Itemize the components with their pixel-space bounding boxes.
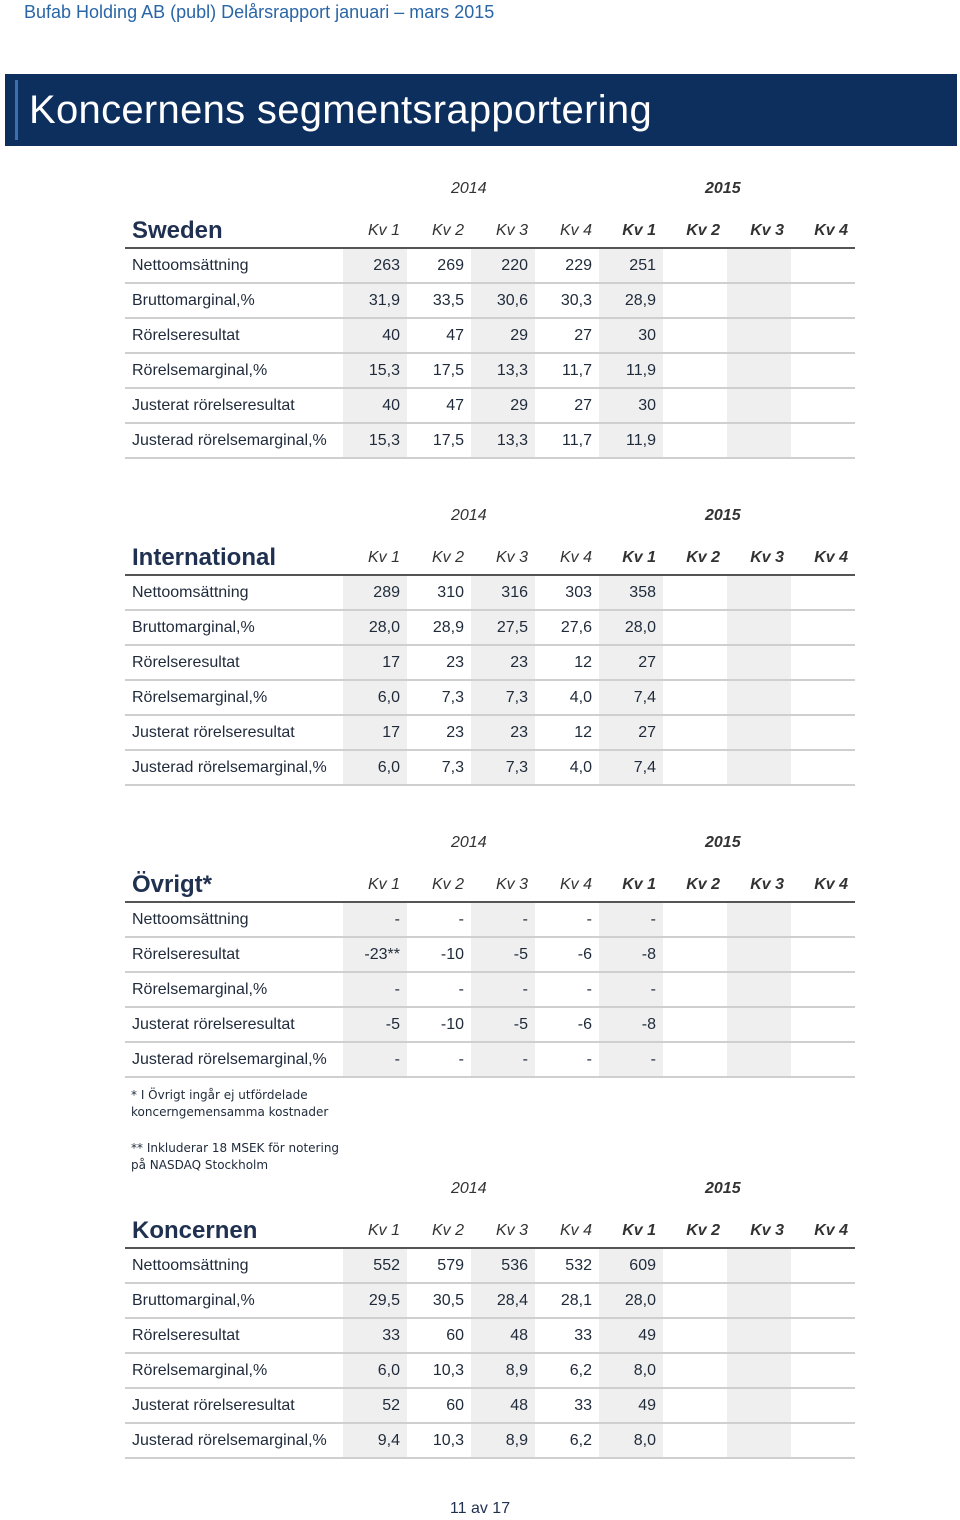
- quarter-header: Kv 2: [686, 875, 720, 893]
- value-cell: [791, 353, 855, 388]
- segment-block: [125, 507, 850, 786]
- year-header-row: [125, 507, 850, 541]
- value-cell: 9,4: [343, 1423, 407, 1458]
- value-cell: -6: [577, 1015, 592, 1033]
- value-cell: 30,3: [560, 291, 592, 309]
- value-cell: 536: [471, 1248, 535, 1283]
- row-label: Justerad rörelsemarginal,%: [132, 431, 327, 449]
- quarter-header: Kv 3: [495, 221, 528, 239]
- value-cell: 28,4: [471, 1283, 535, 1318]
- row-label: Rörelseresultat: [132, 653, 240, 671]
- value-cell: [727, 902, 791, 937]
- value-cell: 12: [574, 723, 592, 741]
- value-cell: [791, 715, 855, 750]
- value-cell: [791, 645, 855, 680]
- value-cell: 29: [471, 388, 535, 423]
- value-cell: 33: [574, 1396, 592, 1414]
- value-cell: -: [343, 902, 407, 937]
- row-label: Nettoomsättning: [132, 910, 249, 928]
- value-cell: [791, 937, 855, 972]
- value-cell: 6,0: [343, 1353, 407, 1388]
- table-row: [125, 1388, 855, 1423]
- quarter-header: Kv 4: [814, 221, 848, 239]
- value-cell: [791, 1042, 855, 1077]
- value-cell: 7,4: [599, 750, 663, 785]
- value-cell: 23: [446, 723, 464, 741]
- table-row: [125, 575, 855, 610]
- value-cell: 40: [343, 388, 407, 423]
- value-cell: [663, 1007, 727, 1042]
- value-cell: 28,0: [599, 1283, 663, 1318]
- table-row: [125, 680, 855, 715]
- quarter-header: Kv 3: [495, 1221, 528, 1239]
- year-header-row: [125, 834, 850, 868]
- value-cell: 7,3: [441, 758, 464, 776]
- value-cell: [663, 680, 727, 715]
- value-cell: -: [586, 980, 592, 998]
- table-row: [125, 1283, 855, 1318]
- value-cell: 17: [343, 715, 407, 750]
- value-cell: 28,9: [432, 618, 464, 636]
- value-cell: [663, 645, 727, 680]
- year-label: 2014: [451, 834, 487, 851]
- row-label: Rörelseresultat: [132, 1326, 240, 1344]
- value-cell: [791, 1388, 855, 1423]
- value-cell: 8,9: [471, 1353, 535, 1388]
- value-cell: 48: [471, 1388, 535, 1423]
- value-cell: [727, 423, 791, 458]
- value-cell: -: [343, 972, 407, 1007]
- value-cell: 30: [599, 318, 663, 353]
- value-cell: [663, 353, 727, 388]
- value-cell: 23: [471, 645, 535, 680]
- quarter-header: Kv 4: [814, 548, 848, 566]
- value-cell: [791, 680, 855, 715]
- value-cell: 10,3: [432, 1431, 464, 1449]
- value-cell: 289: [343, 575, 407, 610]
- value-cell: 229: [565, 256, 592, 274]
- value-cell: [663, 1283, 727, 1318]
- table-row: [125, 423, 855, 458]
- table-row: [125, 353, 855, 388]
- value-cell: 13,3: [471, 423, 535, 458]
- value-cell: 7,3: [471, 750, 535, 785]
- row-label: Rörelseresultat: [132, 945, 240, 963]
- value-cell: [663, 248, 727, 283]
- segment-title: Sweden: [132, 216, 223, 244]
- quarter-header: Kv 2: [431, 548, 464, 566]
- row-label: Rörelsemarginal,%: [132, 688, 268, 706]
- value-cell: 23: [446, 653, 464, 671]
- value-cell: 33: [574, 1326, 592, 1344]
- value-cell: 310: [437, 583, 464, 601]
- value-cell: [791, 318, 855, 353]
- value-cell: [663, 715, 727, 750]
- value-cell: 27: [574, 326, 592, 344]
- value-cell: 27,6: [560, 618, 592, 636]
- quarter-header: Kv 3: [750, 548, 784, 566]
- year-label: 2015: [705, 834, 741, 851]
- row-label: Bruttomarginal,%: [132, 291, 255, 309]
- year-label: 2015: [705, 507, 741, 524]
- value-cell: 48: [471, 1318, 535, 1353]
- value-cell: [791, 1248, 855, 1283]
- value-cell: [791, 1283, 855, 1318]
- table-header-row: [125, 214, 855, 248]
- value-cell: 263: [343, 248, 407, 283]
- value-cell: [727, 1042, 791, 1077]
- segment-title: Övrigt*: [132, 870, 213, 898]
- quarter-header: Kv 1: [622, 548, 656, 566]
- table-row: [125, 248, 855, 283]
- value-cell: [727, 680, 791, 715]
- value-cell: [727, 353, 791, 388]
- table-row: [125, 1042, 855, 1077]
- quarter-header: Kv 3: [495, 875, 528, 893]
- segment-table: [125, 868, 855, 1078]
- segment-block: [125, 1180, 850, 1459]
- value-cell: 28,9: [599, 283, 663, 318]
- row-label: Rörelseresultat: [132, 326, 240, 344]
- value-cell: [727, 248, 791, 283]
- value-cell: 40: [343, 318, 407, 353]
- quarter-header: Kv 3: [750, 1221, 784, 1239]
- quarter-header: Kv 3: [750, 221, 784, 239]
- table-row: [125, 1353, 855, 1388]
- year-label: 2014: [451, 507, 487, 524]
- value-cell: 12: [574, 653, 592, 671]
- value-cell: [663, 937, 727, 972]
- value-cell: [663, 283, 727, 318]
- value-cell: [791, 1423, 855, 1458]
- value-cell: 17: [343, 645, 407, 680]
- value-cell: 13,3: [471, 353, 535, 388]
- value-cell: 6,2: [569, 1361, 592, 1379]
- table-row: [125, 902, 855, 937]
- quarter-header: Kv 2: [686, 548, 720, 566]
- year-label: 2014: [451, 1180, 487, 1197]
- value-cell: [727, 1353, 791, 1388]
- value-cell: 60: [446, 1396, 464, 1414]
- quarter-header: Kv 1: [367, 875, 400, 893]
- value-cell: 303: [565, 583, 592, 601]
- table-header-row: [125, 868, 855, 902]
- value-cell: -: [586, 1050, 592, 1068]
- table-row: [125, 750, 855, 785]
- value-cell: [727, 1283, 791, 1318]
- value-cell: 29,5: [343, 1283, 407, 1318]
- value-cell: [727, 750, 791, 785]
- value-cell: [727, 1318, 791, 1353]
- value-cell: [663, 750, 727, 785]
- value-cell: 29: [471, 318, 535, 353]
- table-row: [125, 1318, 855, 1353]
- value-cell: [727, 388, 791, 423]
- value-cell: 316: [471, 575, 535, 610]
- quarter-header: Kv 4: [559, 875, 592, 893]
- value-cell: -: [599, 1042, 663, 1077]
- value-cell: -: [458, 910, 464, 928]
- table-row: [125, 645, 855, 680]
- section-banner: [5, 74, 957, 146]
- year-label: 2015: [705, 1180, 741, 1197]
- value-cell: 30,5: [432, 1291, 464, 1309]
- quarter-header: Kv 1: [622, 221, 656, 239]
- value-cell: [727, 575, 791, 610]
- segment-title: International: [132, 543, 277, 571]
- value-cell: 27,5: [471, 610, 535, 645]
- section-title: Koncernens segmentsrapportering: [29, 88, 652, 132]
- quarter-header: Kv 2: [686, 221, 720, 239]
- table-row: [125, 318, 855, 353]
- segment-title: Koncernen: [132, 1216, 258, 1244]
- value-cell: -8: [599, 1007, 663, 1042]
- value-cell: [663, 1353, 727, 1388]
- value-cell: -: [458, 1050, 464, 1068]
- table-row: [125, 1007, 855, 1042]
- value-cell: 6,2: [569, 1431, 592, 1449]
- value-cell: -: [471, 902, 535, 937]
- value-cell: [791, 1318, 855, 1353]
- value-cell: -5: [471, 1007, 535, 1042]
- value-cell: 33: [343, 1318, 407, 1353]
- value-cell: [727, 318, 791, 353]
- value-cell: 17,5: [432, 361, 464, 379]
- segment-table: [125, 541, 855, 786]
- segment-table: [125, 1214, 855, 1459]
- value-cell: 8,0: [599, 1423, 663, 1458]
- quarter-header: Kv 1: [367, 548, 400, 566]
- value-cell: [727, 1007, 791, 1042]
- value-cell: -23**: [343, 937, 407, 972]
- value-cell: [791, 575, 855, 610]
- value-cell: 27: [599, 645, 663, 680]
- value-cell: 6,0: [343, 680, 407, 715]
- segment-block: [125, 834, 850, 1078]
- value-cell: [791, 248, 855, 283]
- value-cell: [663, 972, 727, 1007]
- value-cell: 8,0: [599, 1353, 663, 1388]
- value-cell: 15,3: [343, 423, 407, 458]
- quarter-header: Kv 2: [431, 1221, 464, 1239]
- quarter-header: Kv 2: [431, 875, 464, 893]
- row-label: Rörelsemarginal,%: [132, 980, 268, 998]
- value-cell: 8,9: [471, 1423, 535, 1458]
- row-label: Nettoomsättning: [132, 256, 249, 274]
- value-cell: -10: [440, 945, 464, 963]
- value-cell: -: [599, 902, 663, 937]
- value-cell: 27: [599, 715, 663, 750]
- quarter-header: Kv 4: [559, 548, 592, 566]
- quarter-header: Kv 4: [559, 1221, 592, 1239]
- value-cell: [791, 1007, 855, 1042]
- value-cell: [727, 972, 791, 1007]
- value-cell: [791, 610, 855, 645]
- value-cell: [663, 610, 727, 645]
- value-cell: [727, 1248, 791, 1283]
- value-cell: 552: [343, 1248, 407, 1283]
- value-cell: [791, 750, 855, 785]
- row-label: Justerad rörelsemarginal,%: [132, 1050, 327, 1068]
- value-cell: [791, 283, 855, 318]
- row-label: Nettoomsättning: [132, 1256, 249, 1274]
- value-cell: 251: [599, 248, 663, 283]
- value-cell: 11,9: [599, 423, 663, 458]
- value-cell: -: [458, 980, 464, 998]
- value-cell: 33,5: [432, 291, 464, 309]
- quarter-header: Kv 4: [814, 875, 848, 893]
- value-cell: 28,1: [560, 1291, 592, 1309]
- table-row: [125, 715, 855, 750]
- value-cell: 11,7: [562, 361, 592, 379]
- value-cell: [727, 715, 791, 750]
- table-row: [125, 1248, 855, 1283]
- value-cell: [727, 1388, 791, 1423]
- value-cell: 30,6: [471, 283, 535, 318]
- table-row: [125, 388, 855, 423]
- table-row: [125, 937, 855, 972]
- value-cell: 532: [565, 1256, 592, 1274]
- value-cell: [791, 423, 855, 458]
- document-header: Bufab Holding AB (publ) Delårsrapport januari – mars 2015: [24, 2, 495, 22]
- value-cell: [663, 1423, 727, 1458]
- row-label: Justerat rörelseresultat: [132, 1396, 295, 1414]
- value-cell: [663, 1318, 727, 1353]
- value-cell: 49: [599, 1318, 663, 1353]
- value-cell: [663, 388, 727, 423]
- value-cell: 7,4: [599, 680, 663, 715]
- value-cell: [663, 318, 727, 353]
- value-cell: 4,0: [569, 758, 592, 776]
- value-cell: [663, 1248, 727, 1283]
- value-cell: [791, 972, 855, 1007]
- value-cell: -: [471, 1042, 535, 1077]
- quarter-header: Kv 4: [559, 221, 592, 239]
- value-cell: 11,9: [599, 353, 663, 388]
- row-label: Justerat rörelseresultat: [132, 1015, 295, 1033]
- value-cell: 28,0: [343, 610, 407, 645]
- table-row: [125, 610, 855, 645]
- value-cell: 579: [437, 1256, 464, 1274]
- value-cell: 27: [574, 396, 592, 414]
- value-cell: 47: [446, 396, 464, 414]
- page-number: 11 av 17: [449, 1500, 511, 1517]
- row-label: Bruttomarginal,%: [132, 1291, 255, 1309]
- value-cell: -10: [440, 1015, 464, 1033]
- value-cell: 49: [599, 1388, 663, 1423]
- year-header-row: [125, 1180, 850, 1214]
- row-label: Justerat rörelseresultat: [132, 396, 295, 414]
- year-label: 2014: [451, 180, 487, 197]
- quarter-header: Kv 1: [622, 875, 656, 893]
- quarter-header: Kv 2: [431, 221, 464, 239]
- value-cell: [663, 1042, 727, 1077]
- value-cell: 31,9: [343, 283, 407, 318]
- quarter-header: Kv 1: [367, 221, 400, 239]
- value-cell: 30: [599, 388, 663, 423]
- value-cell: 52: [343, 1388, 407, 1423]
- value-cell: 4,0: [569, 688, 592, 706]
- value-cell: [727, 1423, 791, 1458]
- table-row: [125, 972, 855, 1007]
- row-label: Bruttomarginal,%: [132, 618, 255, 636]
- value-cell: 609: [599, 1248, 663, 1283]
- value-cell: [791, 388, 855, 423]
- value-cell: 6,0: [343, 750, 407, 785]
- value-cell: -6: [577, 945, 592, 963]
- value-cell: -: [343, 1042, 407, 1077]
- value-cell: 60: [446, 1326, 464, 1344]
- footnote-ovrigt: * I Övrigt ingår ej utfördelade koncerngemensamma kostnader: [131, 1088, 329, 1119]
- value-cell: -5: [343, 1007, 407, 1042]
- row-label: Justerat rörelseresultat: [132, 723, 295, 741]
- segment-table: [125, 214, 855, 459]
- segment-block: [125, 180, 850, 459]
- value-cell: [663, 423, 727, 458]
- value-cell: [791, 1353, 855, 1388]
- year-header-row: [125, 180, 850, 214]
- value-cell: 7,3: [471, 680, 535, 715]
- value-cell: 15,3: [343, 353, 407, 388]
- year-label: 2015: [705, 180, 741, 197]
- row-label: Nettoomsättning: [132, 583, 249, 601]
- value-cell: -8: [599, 937, 663, 972]
- value-cell: [727, 283, 791, 318]
- quarter-header: Kv 3: [495, 548, 528, 566]
- value-cell: 10,3: [432, 1361, 464, 1379]
- row-label: Rörelsemarginal,%: [132, 1361, 268, 1379]
- value-cell: -: [599, 972, 663, 1007]
- value-cell: [663, 902, 727, 937]
- table-header-row: [125, 1214, 855, 1248]
- value-cell: -: [471, 972, 535, 1007]
- banner-accent: [15, 80, 18, 140]
- value-cell: 220: [471, 248, 535, 283]
- value-cell: 17,5: [432, 431, 464, 449]
- quarter-header: Kv 1: [367, 1221, 400, 1239]
- value-cell: 269: [437, 256, 464, 274]
- value-cell: 358: [599, 575, 663, 610]
- row-label: Rörelsemarginal,%: [132, 361, 268, 379]
- value-cell: -: [586, 910, 592, 928]
- value-cell: -5: [471, 937, 535, 972]
- row-label: Justerad rörelsemarginal,%: [132, 758, 327, 776]
- quarter-header: Kv 2: [686, 1221, 720, 1239]
- value-cell: 47: [446, 326, 464, 344]
- quarter-header: Kv 1: [622, 1221, 656, 1239]
- value-cell: 28,0: [599, 610, 663, 645]
- value-cell: [727, 610, 791, 645]
- value-cell: 7,3: [441, 688, 464, 706]
- table-row: [125, 1423, 855, 1458]
- quarter-header: Kv 4: [814, 1221, 848, 1239]
- quarter-header: Kv 3: [750, 875, 784, 893]
- value-cell: [663, 575, 727, 610]
- value-cell: [727, 645, 791, 680]
- footnote-nasdaq: ** Inkluderar 18 MSEK för notering på NASDAQ Stockholm: [131, 1141, 340, 1172]
- value-cell: 11,7: [562, 431, 592, 449]
- table-header-row: [125, 541, 855, 575]
- value-cell: 23: [471, 715, 535, 750]
- value-cell: [727, 937, 791, 972]
- table-row: [125, 283, 855, 318]
- value-cell: [663, 1388, 727, 1423]
- value-cell: [791, 902, 855, 937]
- row-label: Justerad rörelsemarginal,%: [132, 1431, 327, 1449]
